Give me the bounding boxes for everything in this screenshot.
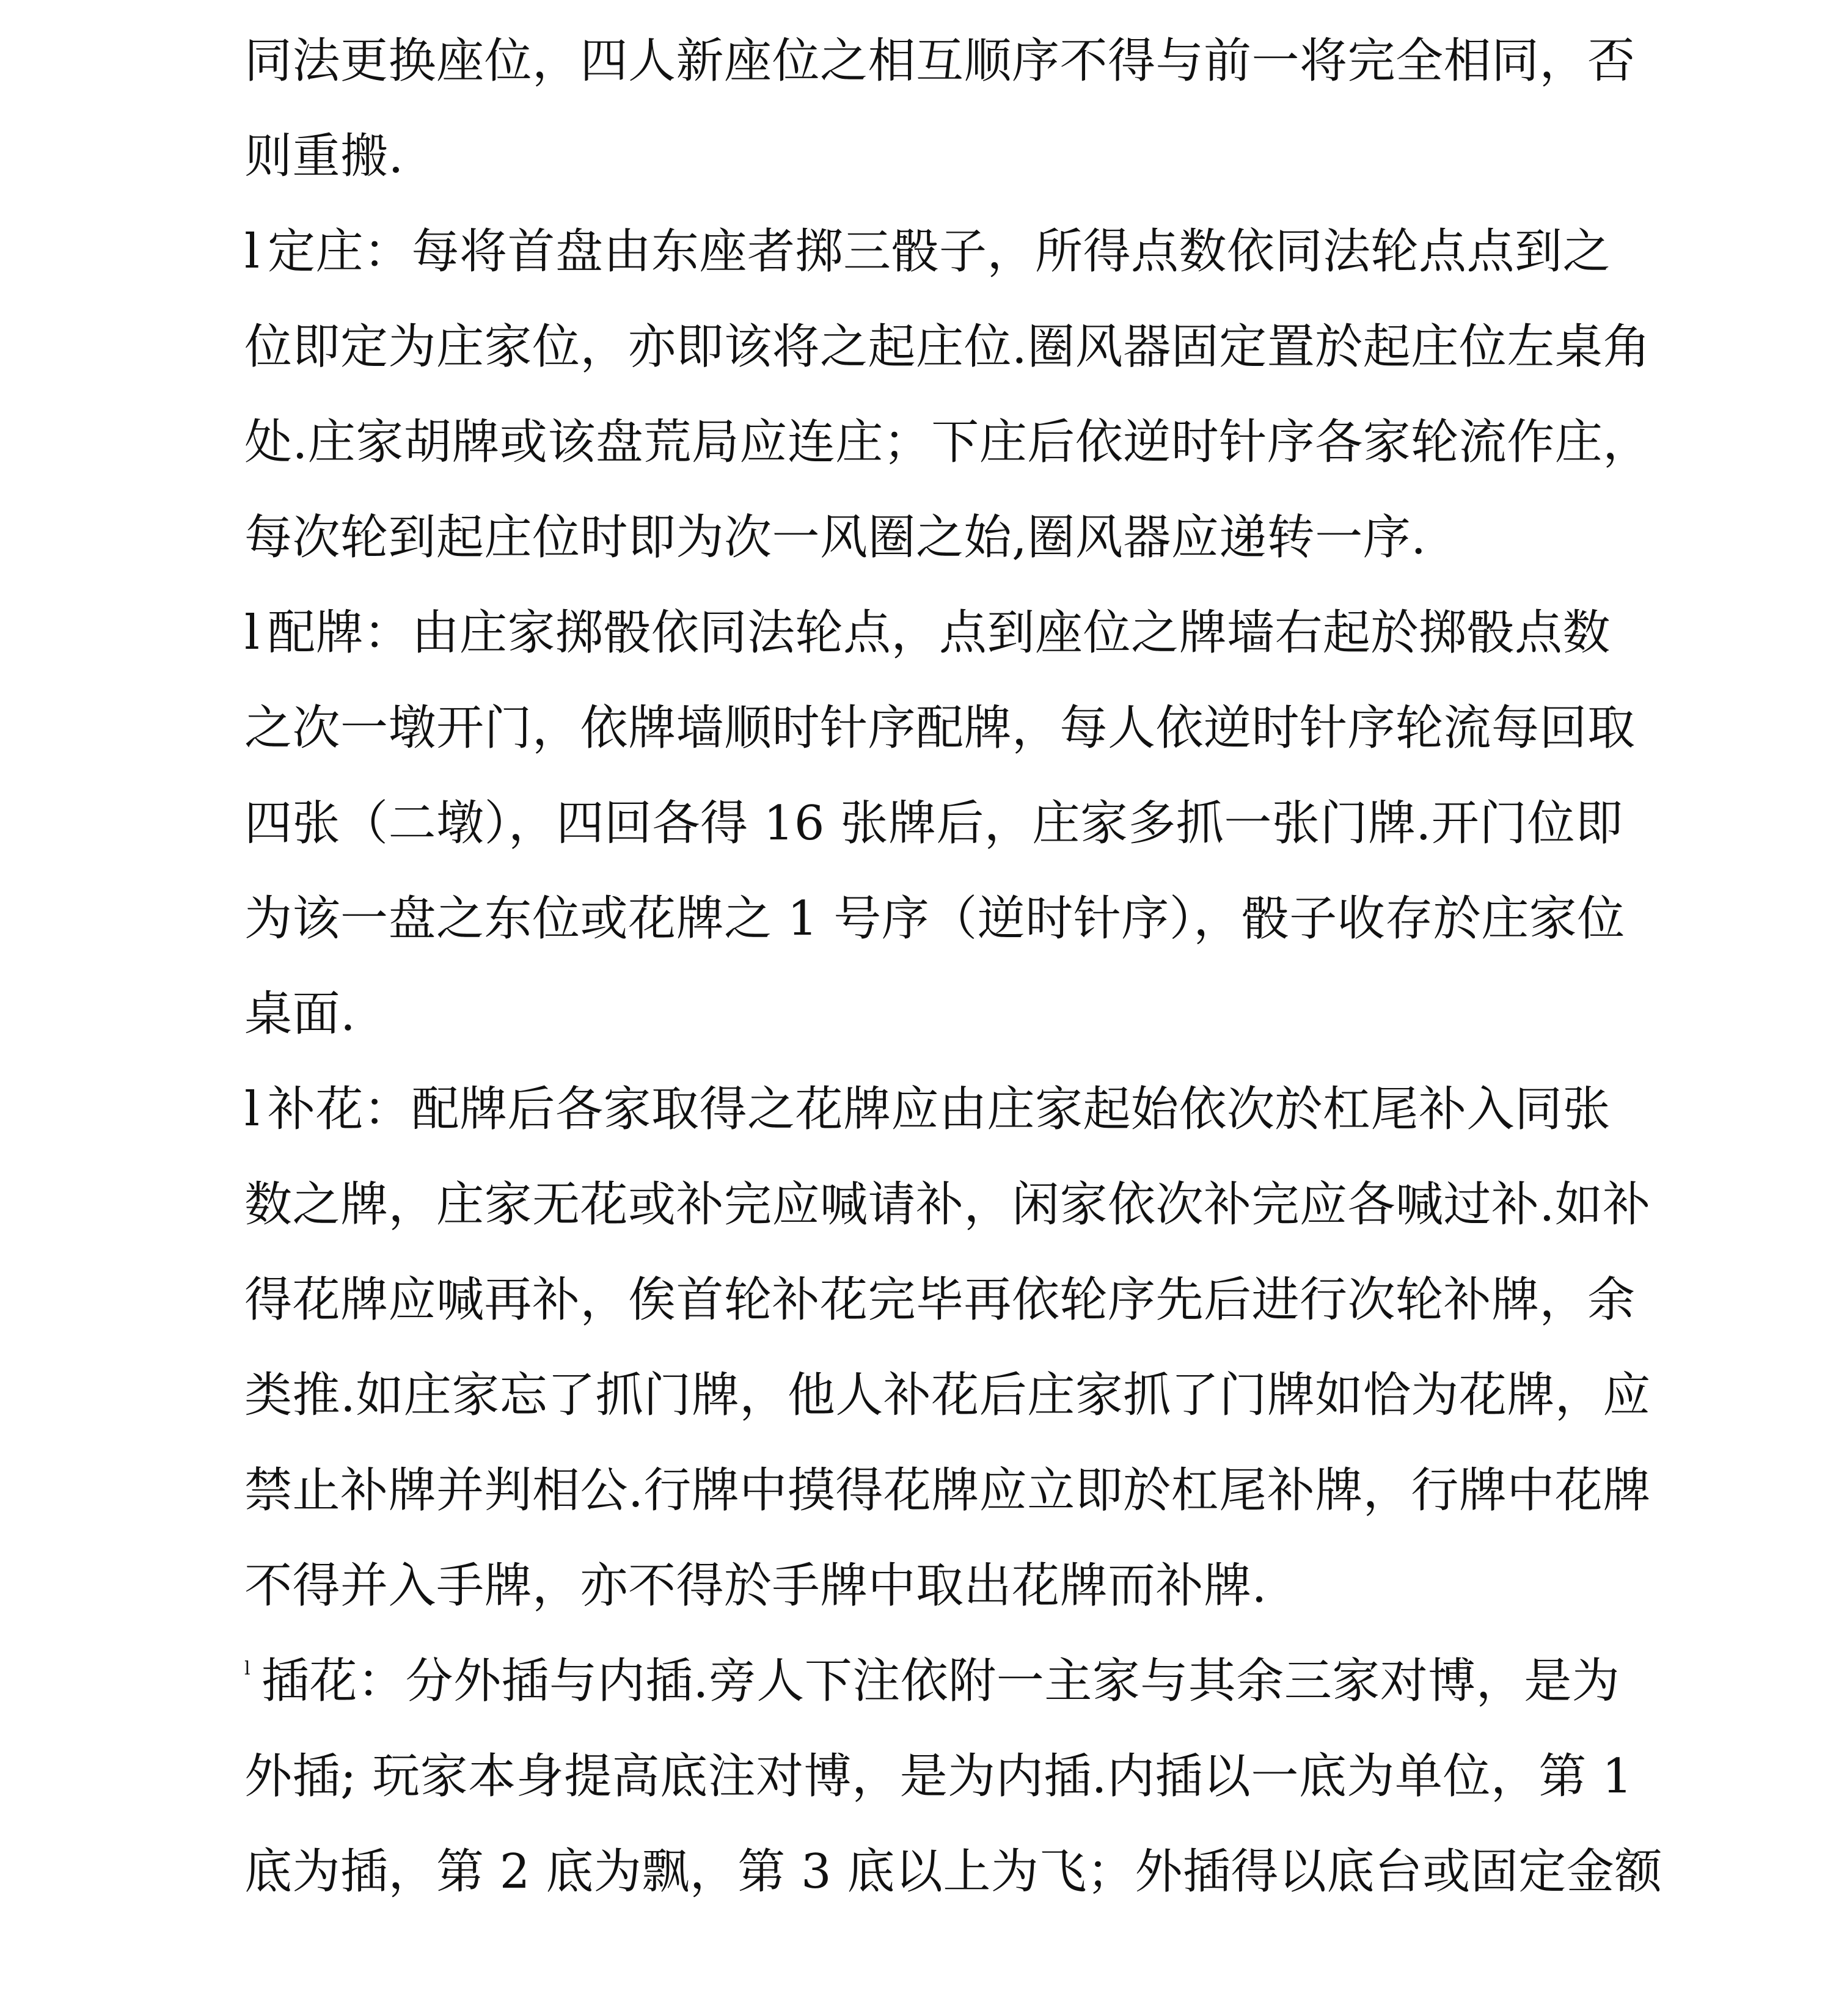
text-line: 不得并入手牌，亦不得於手牌中取出花牌而补牌. <box>244 1558 1267 1613</box>
text-line: 同法更换座位，四人新座位之相互顺序不得与前一将完全相同，否 <box>244 34 1636 89</box>
text-line: 定庄：每将首盘由东座者掷三骰子，所得点数依同法轮点点到之 <box>268 224 1611 279</box>
text-line: 禁止补牌并判相公.行牌中摸得花牌应立即於杠尾补牌，行牌中花牌 <box>244 1463 1651 1518</box>
text-line: 得花牌应喊再补，俟首轮补花完毕再依轮序先后进行次轮补牌，余 <box>244 1273 1636 1328</box>
list-item-peipai <box>244 596 1611 670</box>
text-line: 桌面. <box>244 987 356 1042</box>
bullet-marker: l <box>244 605 260 660</box>
list-item-chahua <box>244 1645 1620 1718</box>
text-line: 为该一盘之东位或花牌之 1 号序（逆时针序），骰子收存於庄家位 <box>244 891 1625 946</box>
text-line: 则重搬. <box>244 129 404 184</box>
bullet-marker: l <box>244 224 260 279</box>
bullet-marker: l <box>244 1658 251 1679</box>
bullet-marker: l <box>244 1082 260 1137</box>
text-line: 底为插，第 2 底为飘，第 3 底以上为飞；外插得以底台或固定金额 <box>244 1844 1662 1899</box>
text-line: 类推.如庄家忘了抓门牌，他人补花后庄家抓了门牌如恰为花牌，应 <box>244 1368 1651 1423</box>
text-line: 处.庄家胡牌或该盘荒局应连庄；下庄后依逆时针序各家轮流作庄， <box>244 415 1651 470</box>
document-page <box>244 0 1662 2016</box>
text-line: 每次轮到起庄位时即为次一风圈之始,圈风器应递转一序. <box>244 510 1427 565</box>
text-line: 数之牌，庄家无花或补完应喊请补，闲家依次补完应各喊过补.如补 <box>244 1177 1651 1232</box>
list-item-dingzhuang <box>244 215 1611 288</box>
list-item-buhua <box>244 1073 1611 1146</box>
text-line: 四张（二墩），四回各得 16 张牌后，庄家多抓一张门牌.开门位即 <box>244 796 1623 851</box>
text-line: 之次一墩开门，依牌墙顺时针序配牌，每人依逆时针序轮流每回取 <box>244 701 1636 756</box>
text-line: 补花：配牌后各家取得之花牌应由庄家起始依次於杠尾补入同张 <box>268 1082 1611 1137</box>
text-line: 位即定为庄家位，亦即该将之起庄位.圈风器固定置於起庄位左桌角 <box>244 320 1651 374</box>
text-line: 外插; 玩家本身提高底注对博，是为内插.内插以一底为单位，第 1 <box>244 1749 1633 1804</box>
text-line: 插花：分外插与内插.旁人下注依附一主家与其余三家对博，是为 <box>261 1654 1620 1709</box>
text-line: 配牌：由庄家掷骰依同法轮点，点到座位之牌墙右起於掷骰点数 <box>268 605 1611 660</box>
